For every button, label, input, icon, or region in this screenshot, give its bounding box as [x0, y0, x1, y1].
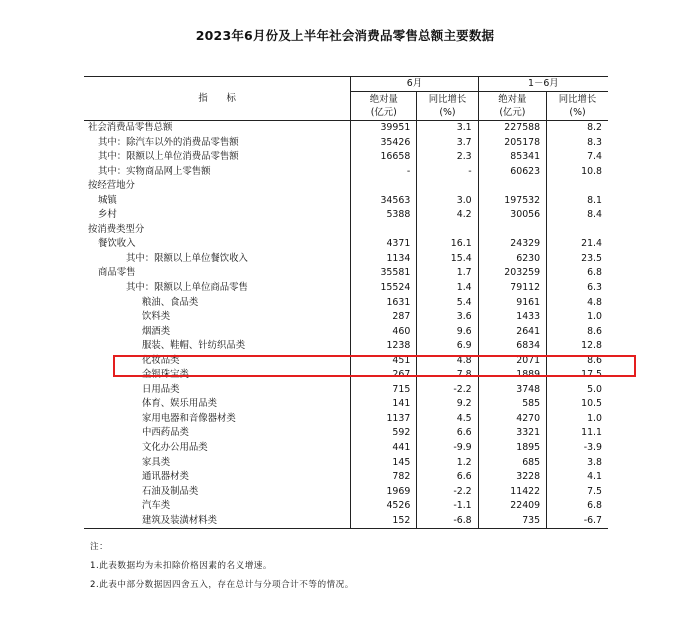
- cell-ytd-yoy: 1.0: [547, 412, 608, 427]
- row-label: 餐饮收入: [98, 238, 136, 250]
- col-month-yoy: 同比增长 (%): [417, 92, 478, 121]
- cell-ytd-abs: 79112: [478, 281, 546, 296]
- table-row: [84, 383, 608, 398]
- cell-month-yoy: 9.6: [417, 325, 478, 340]
- cell-ytd-yoy: 4.1: [547, 470, 608, 485]
- row-label: 其中：限额以上单位消费品零售额: [98, 151, 239, 163]
- cell-month-yoy: 5.4: [417, 296, 478, 311]
- row-label: 汽车类: [142, 500, 171, 512]
- cell-ytd-yoy: -3.9: [547, 441, 608, 456]
- cell-ytd-abs: 9161: [478, 296, 546, 311]
- cell-month-yoy: 1.7: [417, 266, 478, 281]
- page-title: 2023年6月份及上半年社会消费品零售总额主要数据: [195, 28, 495, 43]
- cell-ytd-abs: 1895: [478, 441, 546, 456]
- row-label: 服装、鞋帽、针纺织品类: [142, 340, 246, 352]
- row-label: 化妆品类: [142, 354, 180, 366]
- cell-ytd-yoy: 6.3: [547, 281, 608, 296]
- cell-month-yoy: -1.1: [417, 499, 478, 514]
- row-label: 建筑及装潢材料类: [84, 514, 351, 529]
- cell-month-yoy: -9.9: [417, 441, 478, 456]
- cell-month-abs: 152: [351, 514, 417, 529]
- cell-ytd-yoy: 21.4: [547, 237, 608, 252]
- row-label: 文化办公用品类: [142, 442, 208, 454]
- cell-ytd-yoy: 8.4: [547, 208, 608, 223]
- cell-ytd-yoy: 8.1: [547, 194, 608, 209]
- cell-month-abs: 5388: [351, 208, 417, 223]
- cell-month-yoy: 7.8: [417, 368, 478, 383]
- cell-ytd-abs: 60623: [478, 165, 546, 180]
- row-label: 体育、娱乐用品类: [142, 398, 218, 410]
- cell-month-yoy: 1.2: [417, 456, 478, 471]
- row-label: 中西药品类: [142, 427, 189, 439]
- cell-month-abs: -: [351, 165, 417, 180]
- cell-ytd-abs: 22409: [478, 499, 546, 514]
- cell-month-abs: 16658: [351, 150, 417, 165]
- table-row: [84, 514, 608, 529]
- indicator-header: 指 标: [84, 77, 351, 121]
- table-body: [84, 121, 608, 529]
- cell-month-yoy: 15.4: [417, 252, 478, 267]
- table-row: [84, 296, 608, 311]
- cell-ytd-abs: 3228: [478, 470, 546, 485]
- cell-ytd-yoy: 17.5: [547, 368, 608, 383]
- cell-month-yoy: 6.6: [417, 426, 478, 441]
- row-label: 其中：限额以上单位餐饮收入: [126, 252, 248, 264]
- cell-month-abs: 1631: [351, 296, 417, 311]
- table-row: [84, 397, 608, 412]
- cell-month-yoy: -: [417, 165, 478, 180]
- table-row: [84, 223, 608, 238]
- table-row: [84, 426, 608, 441]
- cell-month-abs: 34563: [351, 194, 417, 209]
- row-label: 家用电器和音像器材类: [142, 412, 236, 424]
- cell-ytd-yoy: 4.8: [547, 296, 608, 311]
- cell-ytd-yoy: [547, 223, 608, 238]
- col-ytd-abs: 绝对量 (亿元): [478, 92, 546, 121]
- table-row: [84, 252, 608, 267]
- cell-ytd-yoy: 23.5: [547, 252, 608, 267]
- period-ytd-header: 1－6月: [478, 77, 608, 92]
- col-month-abs: 绝对量 (亿元): [351, 92, 417, 121]
- row-label: 金银珠宝类: [142, 369, 189, 381]
- col-ytd-yoy: 同比增长 (%): [547, 92, 608, 121]
- row-label: 日用品类: [142, 383, 180, 395]
- table-row: [84, 456, 608, 471]
- cell-ytd-abs: 735: [478, 514, 546, 529]
- table-row: [84, 485, 608, 500]
- cell-ytd-abs: [478, 179, 546, 194]
- cell-ytd-yoy: 5.0: [547, 383, 608, 398]
- cell-ytd-abs: 3748: [478, 383, 546, 398]
- row-label: 乡村: [98, 209, 117, 221]
- row-label: 烟酒类: [142, 325, 171, 337]
- row-label: 其中：除汽车以外的消费品零售额: [98, 136, 239, 148]
- cell-ytd-yoy: 10.8: [547, 165, 608, 180]
- table-row: [84, 266, 608, 281]
- cell-month-yoy: 4.2: [417, 208, 478, 223]
- note-2: 2.此表中部分数据因四舍五入，存在总计与分项合计不等的情况。: [90, 580, 354, 590]
- cell-month-abs: 1238: [351, 339, 417, 354]
- row-label: 石油及制品类: [142, 485, 199, 497]
- cell-month-yoy: 3.7: [417, 136, 478, 151]
- cell-ytd-yoy: 11.1: [547, 426, 608, 441]
- cell-month-abs: 35581: [351, 266, 417, 281]
- cell-month-abs: 451: [351, 354, 417, 369]
- table-row: [84, 179, 608, 194]
- row-label: 饮料类: [142, 311, 171, 323]
- table-row: [84, 325, 608, 340]
- cell-ytd-abs: 3321: [478, 426, 546, 441]
- cell-ytd-yoy: 6.8: [547, 499, 608, 514]
- cell-month-yoy: 16.1: [417, 237, 478, 252]
- cell-ytd-yoy: [547, 179, 608, 194]
- retail-sales-table: [84, 76, 608, 529]
- row-label: 通讯器材类: [142, 471, 189, 483]
- row-label: 社会消费品零售总额: [88, 122, 173, 133]
- table-row: [84, 441, 608, 456]
- cell-ytd-abs: 685: [478, 456, 546, 471]
- cell-ytd-yoy: -6.7: [547, 514, 608, 529]
- cell-month-yoy: [417, 223, 478, 238]
- cell-month-abs: 1137: [351, 412, 417, 427]
- table-row: [84, 339, 608, 354]
- cell-month-abs: 145: [351, 456, 417, 471]
- cell-month-abs: 39951: [351, 121, 417, 136]
- row-label: 商品零售: [98, 267, 136, 279]
- row-label: 按消费类型分: [88, 223, 145, 235]
- note-1: 1.此表数据均为未扣除价格因素的名义增速。: [90, 561, 272, 571]
- cell-month-yoy: 6.6: [417, 470, 478, 485]
- cell-month-abs: 1134: [351, 252, 417, 267]
- cell-ytd-abs: 197532: [478, 194, 546, 209]
- cell-month-yoy: 9.2: [417, 397, 478, 412]
- table-row: [84, 194, 608, 209]
- cell-month-yoy: 3.6: [417, 310, 478, 325]
- table-row: [84, 499, 608, 514]
- cell-ytd-yoy: 6.8: [547, 266, 608, 281]
- table-row: [84, 150, 608, 165]
- cell-ytd-abs: 6230: [478, 252, 546, 267]
- cell-ytd-yoy: 8.6: [547, 354, 608, 369]
- table-row: [84, 136, 608, 151]
- table-row: [84, 281, 608, 296]
- cell-month-abs: 35426: [351, 136, 417, 151]
- cell-month-yoy: 6.9: [417, 339, 478, 354]
- cell-month-yoy: -2.2: [417, 485, 478, 500]
- table-row: [84, 412, 608, 427]
- cell-ytd-yoy: 1.0: [547, 310, 608, 325]
- cell-ytd-abs: 85341: [478, 150, 546, 165]
- cell-month-yoy: 2.3: [417, 150, 478, 165]
- cell-month-yoy: 1.4: [417, 281, 478, 296]
- cell-month-yoy: 3.0: [417, 194, 478, 209]
- cell-ytd-abs: [478, 223, 546, 238]
- cell-month-abs: 267: [351, 368, 417, 383]
- cell-month-abs: 460: [351, 325, 417, 340]
- table-row: [84, 208, 608, 223]
- cell-ytd-yoy: 10.5: [547, 397, 608, 412]
- row-label: 粮油、食品类: [142, 296, 199, 308]
- cell-month-yoy: [417, 179, 478, 194]
- cell-month-abs: 592: [351, 426, 417, 441]
- row-label: 其中：实物商品网上零售额: [98, 165, 211, 177]
- table-row: [84, 470, 608, 485]
- cell-month-abs: 1969: [351, 485, 417, 500]
- table-row: [84, 121, 608, 136]
- cell-month-yoy: 4.8: [417, 354, 478, 369]
- notes: [90, 540, 354, 597]
- cell-month-abs: 4526: [351, 499, 417, 514]
- cell-month-yoy: 3.1: [417, 121, 478, 136]
- cell-month-abs: 715: [351, 383, 417, 398]
- cell-ytd-abs: 2641: [478, 325, 546, 340]
- cell-ytd-yoy: 3.8: [547, 456, 608, 471]
- cell-month-abs: 141: [351, 397, 417, 412]
- cell-month-yoy: 4.5: [417, 412, 478, 427]
- cell-ytd-abs: 203259: [478, 266, 546, 281]
- cell-ytd-abs: 227588: [478, 121, 546, 136]
- cell-month-abs: [351, 223, 417, 238]
- period-month-header: 6月: [351, 77, 478, 92]
- row-label: 按经营地分: [88, 180, 135, 192]
- cell-ytd-abs: 1889: [478, 368, 546, 383]
- cell-ytd-yoy: 8.2: [547, 121, 608, 136]
- table-row: [84, 237, 608, 252]
- cell-ytd-abs: 1433: [478, 310, 546, 325]
- row-label: 其中：限额以上单位商品零售: [126, 282, 248, 294]
- cell-ytd-abs: 30056: [478, 208, 546, 223]
- cell-ytd-yoy: 7.4: [547, 150, 608, 165]
- cell-month-yoy: -6.8: [417, 514, 478, 529]
- row-label: 城镇: [98, 194, 117, 206]
- row-label: 家具类: [142, 456, 171, 468]
- cell-ytd-abs: 4270: [478, 412, 546, 427]
- notes-heading: 注：: [90, 542, 109, 552]
- highlight-box: [113, 355, 636, 377]
- cell-ytd-yoy: 7.5: [547, 485, 608, 500]
- cell-ytd-abs: 585: [478, 397, 546, 412]
- cell-month-abs: 782: [351, 470, 417, 485]
- cell-ytd-abs: 11422: [478, 485, 546, 500]
- cell-month-abs: 15524: [351, 281, 417, 296]
- cell-month-abs: 287: [351, 310, 417, 325]
- table-row: [84, 165, 608, 180]
- cell-ytd-yoy: 8.6: [547, 325, 608, 340]
- cell-ytd-abs: 24329: [478, 237, 546, 252]
- cell-ytd-abs: 2071: [478, 354, 546, 369]
- cell-ytd-abs: 6834: [478, 339, 546, 354]
- cell-ytd-abs: 205178: [478, 136, 546, 151]
- cell-month-abs: [351, 179, 417, 194]
- table-row: [84, 310, 608, 325]
- cell-month-abs: 4371: [351, 237, 417, 252]
- cell-month-abs: 441: [351, 441, 417, 456]
- cell-month-yoy: -2.2: [417, 383, 478, 398]
- cell-ytd-yoy: 12.8: [547, 339, 608, 354]
- cell-ytd-yoy: 8.3: [547, 136, 608, 151]
